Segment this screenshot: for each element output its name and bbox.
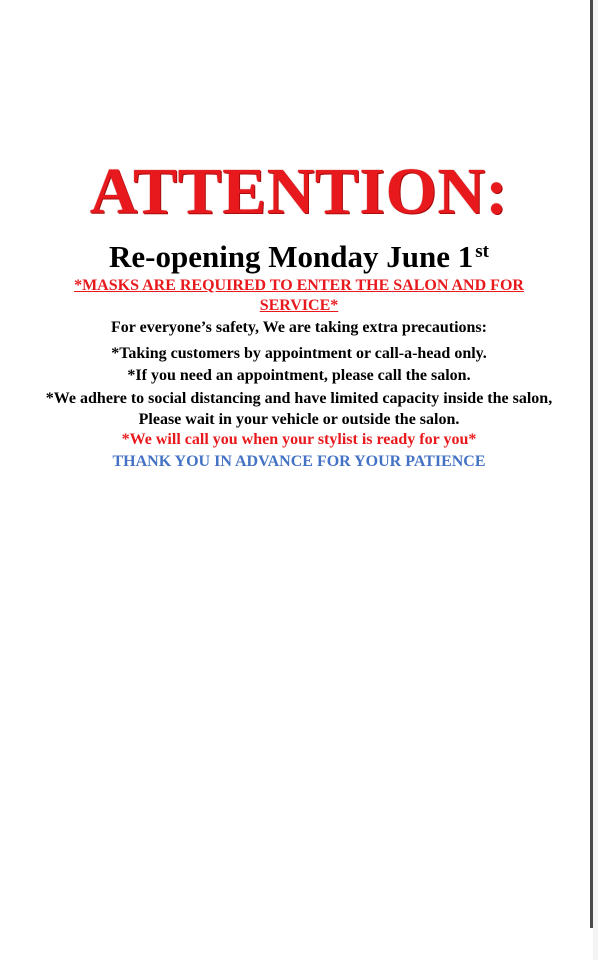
masks-required-notice: *MASKS ARE REQUIRED TO ENTER THE SALON AND FOR SERVICE* xyxy=(74,277,524,314)
thank-you-note: THANK YOU IN ADVANCE FOR YOUR PATIENCE xyxy=(112,453,486,470)
call-salon-note: *If you need an appointment, please call the salon. xyxy=(127,367,471,384)
page-edge-shade xyxy=(593,0,598,960)
social-distancing-note: *We adhere to social distancing and have limited capacity inside the salon, Please wait in your vehicle or outside the salon. xyxy=(45,390,553,428)
reopening-date-suffix: st xyxy=(475,241,490,262)
safety-intro: For everyone’s safety, We are taking extra precautions: xyxy=(111,319,487,336)
stylist-call-note: *We will call you when your stylist is ready for you* xyxy=(121,431,477,448)
reopening-date-text: Re-opening Monday June 1 xyxy=(108,239,474,274)
appointment-only-note: *Taking customers by appointment or call-a-head only. xyxy=(111,345,487,362)
attention-heading: ATTENTION: xyxy=(89,155,509,228)
reopening-date xyxy=(0,232,598,277)
